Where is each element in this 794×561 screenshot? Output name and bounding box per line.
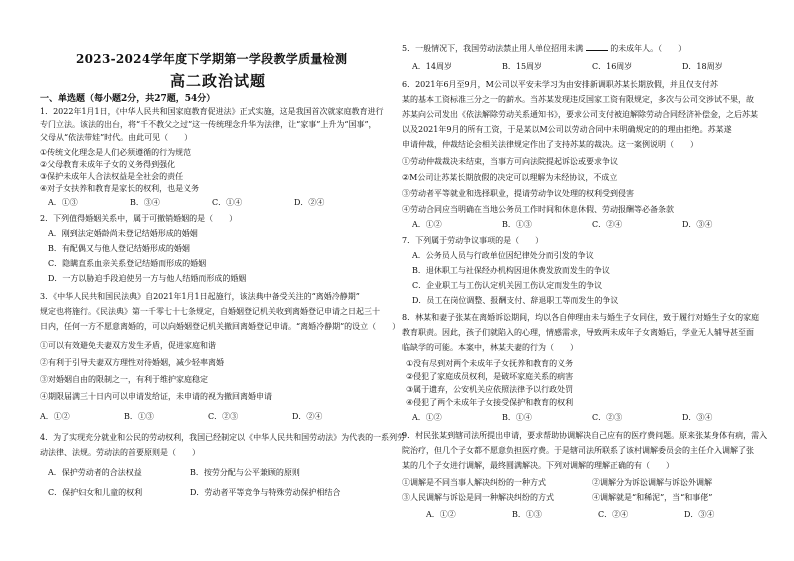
q8-option-b[interactable]: B．①④: [502, 413, 532, 422]
q9-item: ①调解是不同当事人解决纠纷的一种方式: [402, 478, 546, 487]
q1-option-b[interactable]: B．③④: [130, 198, 160, 207]
q3-option-a[interactable]: A．①②: [40, 412, 70, 421]
q6-option-a[interactable]: A．①②: [412, 220, 442, 229]
q6-option-b[interactable]: B．①③: [502, 220, 532, 229]
q8-line: 临缺学的可能。本案中，林某夫妻的行为（ ）: [402, 343, 578, 352]
q1-item: ④对子女扶养和教育是家长的权利，也是义务: [40, 184, 200, 193]
q3-option-b[interactable]: B．①③: [124, 412, 154, 421]
q6-line: 申请仲裁，仲裁结论会相关法律规定作出了支持苏某的裁决。这一案例说明（ ）: [402, 140, 698, 149]
q9-line: 9．村民张某到辖司法所提出申请，要求帮助协调解决自己应有的医疗费问题。原来张某身体有病，需入: [402, 431, 768, 440]
q1-option-d[interactable]: D．②④: [294, 198, 325, 207]
q4-option-c[interactable]: C．保护妇女和儿童的权利: [48, 488, 143, 497]
q8-option-d[interactable]: D．③④: [682, 413, 713, 422]
q9-option-d[interactable]: D．③④: [684, 510, 715, 519]
q1-item: ③保护未成年人合法权益是全社会的责任: [40, 172, 184, 181]
q6-line: 以及2021年9月的所有工资，于是某以M公司以劳动合同中未明确规定的的理由拒绝。苏某遂: [402, 125, 732, 134]
q5-option-c[interactable]: C．16周岁: [592, 62, 633, 71]
q6-line: 某的基本工资标准三分之一的薪水。当苏某发现违反国家工资有限规定，多次与公司交涉试不果，故: [402, 95, 754, 104]
q3-item: ④期限届满三十日内可以申请发给证，未申请的视为撤回离婚申请: [40, 392, 272, 401]
q7-option-a[interactable]: A．公务员人员与行政单位因纪律处分而引发的争议: [412, 251, 594, 260]
q8-item: ③属于遗弃，公安机关应依照法律予以行政处罚: [406, 385, 574, 394]
q3-line: 3．《中华人民共和国民法典》自2021年1月1日起施行，该法典中备受关注的“离婚冷静期”: [40, 292, 360, 301]
q8-item: ②侵犯了家庭成员权利，是破坏家庭关系的病害: [406, 372, 574, 381]
q1-item: ①传统文化理念是人们必须遵循的行为规范: [40, 148, 192, 157]
q9-item: ③人民调解与诉讼是同一种解决纠纷的方式: [402, 493, 554, 502]
q6-line: 苏某向公司发出《依法解除劳动关系通知书》，要求公司支付被迫解除劳动合同经济补偿金，之后苏某: [402, 110, 758, 119]
q9-item: ④调解就是“和稀泥”，当“和事佬”: [592, 493, 713, 502]
q3-option-c[interactable]: C．②③: [208, 412, 239, 421]
q3-item: ③对婚姻自由的限制之一，有利于维护家庭稳定: [40, 375, 208, 384]
q9-option-b[interactable]: B．①③: [512, 510, 542, 519]
q8-line: 8．林某和妻子张某在离婚诉讼期间，均以各自伸理由未与婚生子女同住，致于履行对婚生子女的家庭: [402, 313, 760, 322]
q1-line: 父母从“依法带娃”时代。由此可见（ ）: [40, 133, 193, 142]
q5-stem: [402, 42, 686, 54]
q4-option-a[interactable]: A．保护劳动者的合法权益: [48, 468, 142, 477]
q7-option-d[interactable]: D．员工在岗位调整、报酬支付、辞退职工等而发生的争议: [412, 296, 619, 305]
q8-item: ①没有尽到对两个未成年子女抚养和教育的义务: [406, 359, 574, 368]
q6-option-c[interactable]: C．②④: [592, 220, 623, 229]
q9-option-a[interactable]: A．①②: [426, 510, 456, 519]
q5-blank: [586, 42, 608, 51]
right-column: [402, 0, 774, 561]
q5-option-a[interactable]: A．14周岁: [412, 62, 452, 71]
left-column: [40, 0, 406, 561]
q9-option-c[interactable]: C．②④: [598, 510, 629, 519]
q5-stem-end: 的未成年人。（ ）: [610, 44, 687, 53]
q9-line: 院治疗，但几个子女都不愿意负担医疗费。于是辖司法所联系了该村调解委员会的主任介入调解了张: [402, 446, 754, 455]
q4-option-b[interactable]: B．按劳分配与公平兼顾的原则: [190, 468, 300, 477]
q9-item: ②调解分为诉讼调解与诉讼外调解: [592, 478, 712, 487]
q7-option-c[interactable]: C．企业职工与工伤认定机关因工伤认定而发生的争议: [412, 281, 603, 290]
q2-option-a[interactable]: A．刚到法定婚龄尚未登记结婚形成的婚姻: [48, 229, 198, 238]
q8-line: 教育职责。因此，孩子们就陷入的心理，情感需求，导致两未成年子女离婚后，学业无人辅导甚至面: [402, 328, 754, 337]
q6-item: ②M公司让苏某长期放假的决定可以理解为未经协议，不成立: [402, 173, 618, 182]
q8-option-a[interactable]: A．①②: [412, 413, 442, 422]
q9-line: 某的几个子女进行调解，最终圆满解决。下列对调解的理解正确的有（ ）: [402, 461, 674, 470]
subject-title: 高二政治试题: [170, 72, 267, 90]
q3-line: 规定也将施行。《民法典》第一千零七十七条规定，自婚姻登记机关收到离婚登记申请之日起三十: [40, 307, 380, 316]
q5-option-d[interactable]: D．18周岁: [682, 62, 723, 71]
q2-option-d[interactable]: D．一方以胁迫手段迫使另一方与他人结婚而形成的婚姻: [48, 274, 247, 283]
q2-stem: 2．下列值得婚姻关系中，属于可撤销婚姻的是（ ）: [40, 214, 238, 223]
q8-option-c[interactable]: C．②③: [592, 413, 623, 422]
q2-option-b[interactable]: B．有配偶又与他人登记结婚形成的婚姻: [48, 244, 190, 253]
q6-option-d[interactable]: D．③④: [682, 220, 713, 229]
q3-item: ①可以有效避免夫妻双方发生矛盾，促进家庭和谐: [40, 341, 216, 350]
q3-line: 日内，任何一方不愿意离婚的，可以向婚姻登记机关撤回离婚登记申请。“离婚冷静期”的设立（ ）: [40, 322, 401, 331]
q5-option-b[interactable]: B．15周岁: [502, 62, 543, 71]
q6-line: 6．2021年6月至9月，M公司以平安未学习为由安排新调职苏某长期放假，并且仅支付苏: [402, 80, 718, 89]
q4-line: 4．为了实现充分就业和公民的劳动权利，我国已经制定以《中华人民共和国劳动法》为代表的一系列劳: [40, 433, 406, 442]
exam-title: 2023-2024学年度下学期第一学段教学质量检测: [76, 52, 348, 66]
section-heading: 一、单选题（每小题2分，共27题，54分）: [40, 94, 216, 104]
q1-option-c[interactable]: C．①④: [212, 198, 243, 207]
q3-option-d[interactable]: D．②④: [292, 412, 323, 421]
q8-item: ④侵犯了两个未成年子女接受保护和教育的权利: [406, 398, 574, 407]
q4-line: 动法律、法规。劳动法的首要原则是（ ）: [40, 448, 200, 457]
q1-item: ②父母教育未成年子女的义务得到强化: [40, 160, 176, 169]
q7-option-b[interactable]: B．退休职工与社保经办机构因退休费发放而发生的争议: [412, 266, 610, 275]
q4-option-d[interactable]: D．劳动者平等竞争与特殊劳动保护相结合: [190, 488, 341, 497]
q7-stem: 7．下列属于劳动争议事项的是（ ）: [402, 236, 544, 245]
q6-item: ④劳动合同应当明确在当地公务员工作时间和休息休假、劳动报酬等必备条款: [402, 205, 674, 214]
q1-line: 专门立法。该法的出台，将“千不教父之过”这一传统理念升华为法律，让“家事”上升为“国事”，: [40, 120, 377, 129]
q6-item: ①劳动仲裁裁决未结束，当事方可向法院提起诉讼或要求争议: [402, 157, 618, 166]
q5-stem-start: 5．一般情况下，我国劳动法禁止用人单位招用未满: [402, 44, 584, 53]
q3-item: ②有利于引导夫妻双方理性对待婚姻，减少轻率离婚: [40, 358, 224, 367]
q1-option-a[interactable]: A．①③: [48, 198, 78, 207]
q6-item: ③劳动者平等就业和选择职业，提请劳动争议处理的权利受到侵害: [402, 189, 634, 198]
q1-line: 1．2022年1月1日，《中华人民共和国家庭教育促进法》正式实施，这是我国首次就家庭教育进行: [40, 107, 384, 116]
q2-option-c[interactable]: C．隐瞒直系血亲关系登记结婚而形成的婚姻: [48, 259, 207, 268]
